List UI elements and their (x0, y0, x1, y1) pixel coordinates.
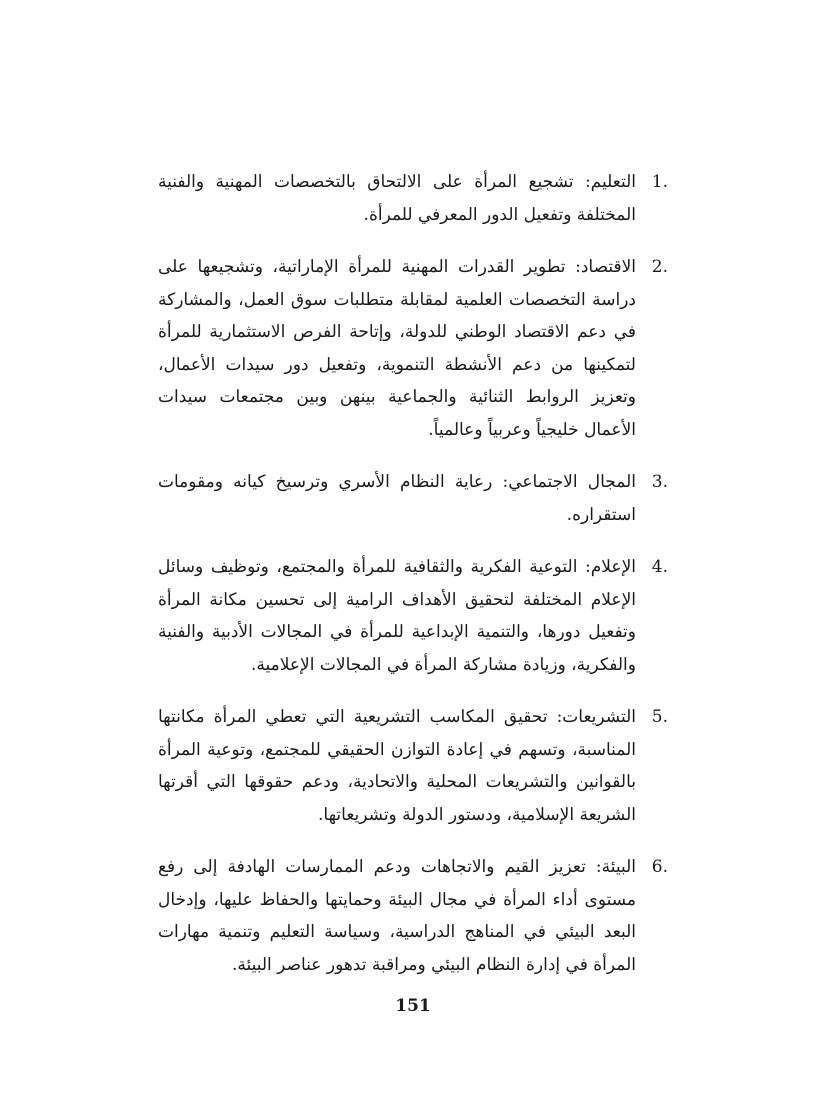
list-item-social (158, 466, 668, 531)
item-number: 6. (651, 857, 668, 877)
item-number: 5. (651, 707, 668, 727)
item-text: التعليم: تشجيع المرأة على الالتحاق بالتخصصات المهنية والفنية المختلفة وتفعيل الدور المعرفي للمرأة. (158, 172, 636, 225)
item-text: الإعلام: التوعية الفكرية والثقافية للمرأة والمجتمع، وتوظيف وسائل الإعلام المختلفة لتحقيق الأهداف الرامية إلى تحسين مكانة المرأة وتفعيل دورها، والتنمية الإبداعية للمرأة في المجالات الأدبية والفنية والفكرية، وزيادة مشاركة المرأة في المجالات الإعلامية. (158, 557, 636, 675)
list-item-education (158, 166, 668, 231)
item-number: 1. (651, 172, 668, 192)
item-number: 2. (651, 257, 668, 277)
item-number: 4. (651, 557, 668, 577)
list-item-economy (158, 251, 668, 446)
page-body (158, 166, 668, 1001)
item-text: الاقتصاد: تطوير القدرات المهنية للمرأة الإماراتية، وتشجيعها على دراسة التخصصات العلمية لمقابلة متطلبات سوق العمل، والمشاركة في دعم الاقتصاد الوطني للدولة، وإتاحة الفرص الاستثمارية للمرأة لتمكينها من دعم الأنشطة التنموية، وتفعيل دور سيدات الأعمال، وتعزيز الروابط الثنائية والجماعية بينهن وبين مجتمعات سيدات الأعمال خليجياً وعربياً وعالمياً. (158, 257, 636, 440)
item-text: المجال الاجتماعي: رعاية النظام الأسري وترسيخ كيانه ومقومات استقراره. (158, 472, 636, 525)
list-item-media (158, 551, 668, 681)
list-item-legislation (158, 701, 668, 831)
page-number: 151 (395, 996, 431, 1016)
list-item-environment (158, 851, 668, 981)
item-text: التشريعات: تحقيق المكاسب التشريعية التي تعطي المرأة مكانتها المناسبة، وتسهم في إعادة التوازن الحقيقي للمجتمع، وتوعية المرأة بالقوانين والتشريعات المحلية والاتحادية، ودعم حقوقها التي أقرتها الشريعة الإسلامية، ودستور الدولة وتشريعاتها. (158, 707, 636, 825)
item-text: البيئة: تعزيز القيم والاتجاهات ودعم الممارسات الهادفة إلى رفع مستوى أداء المرأة في مجال البيئة وحمايتها والحفاظ عليها، وإدخال البعد البيئي في المناهج الدراسية، وسياسة التعليم وتنمية مهارات المرأة في إدارة النظام البيئي ومراقبة تدهور عناصر البيئة. (158, 857, 636, 975)
item-number: 3. (651, 472, 668, 492)
